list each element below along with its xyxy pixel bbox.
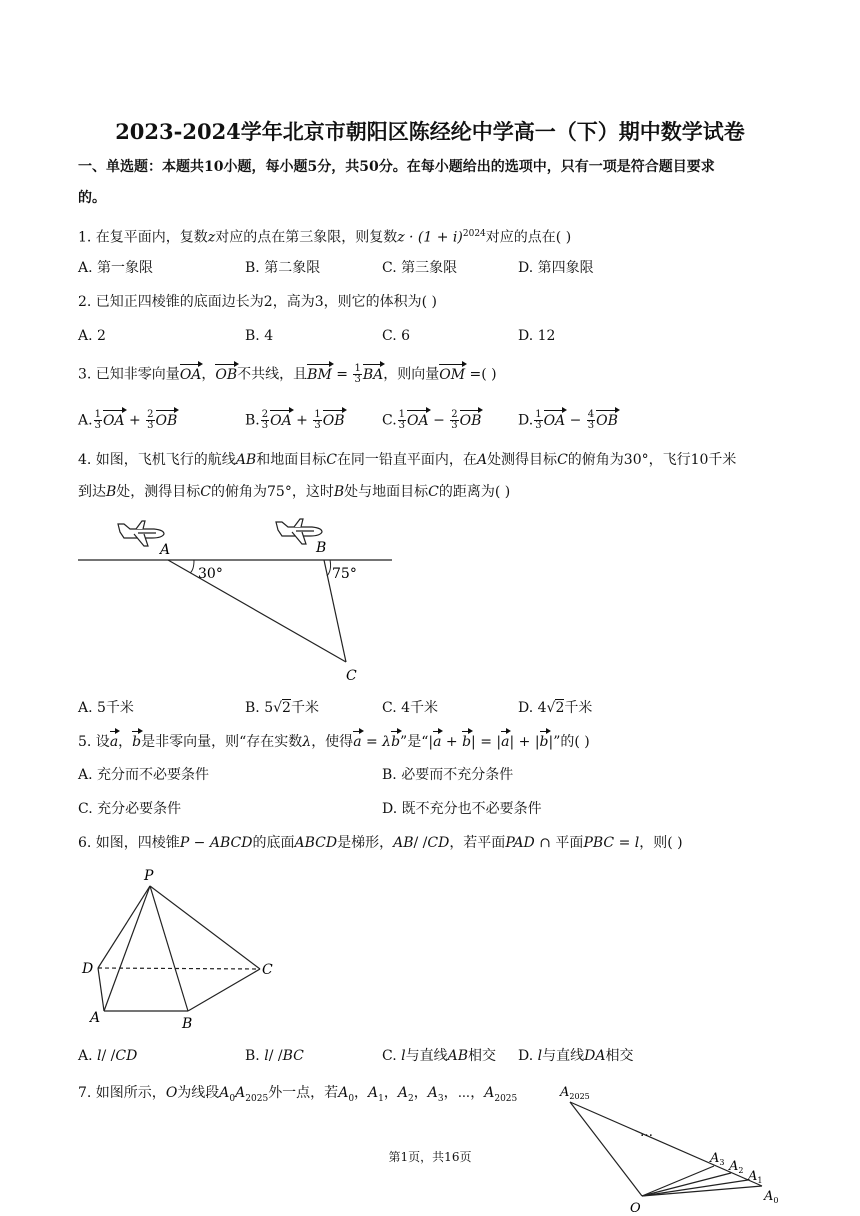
q1-var-z: z <box>207 229 216 246</box>
q3-text-4: =( ) <box>465 366 497 383</box>
q2-option-a[interactable]: A. 2 <box>78 328 106 344</box>
label-p: P <box>144 868 154 884</box>
edge-pc <box>150 886 260 969</box>
q3-option-b[interactable]: B. $\frac{2}{3}$ OA + $\frac{1}{3}$ OB <box>245 409 345 431</box>
q6-option-a[interactable]: A. l/ /CD <box>78 1048 138 1064</box>
angle-arc-a <box>190 560 194 573</box>
q4-option-c[interactable]: C. 4千米 <box>382 700 439 716</box>
q1-option-a[interactable]: A. 第一象限 <box>78 260 154 276</box>
question-3 <box>78 364 497 385</box>
question-4-line-1: 4. 如图，飞机飞行的航线AB和地面目标C在同一铅直平面内，在A处测得目标C的俯角为30°，飞行10千米 <box>78 452 737 468</box>
question-2: 2. 已知正四棱锥的底面边长为2，高为3，则它的体积为( ) <box>78 294 437 310</box>
edge-bc <box>188 969 260 1011</box>
section-desc-2: 的。 <box>78 190 106 206</box>
q1-option-b[interactable]: B. 第二象限 <box>245 260 321 276</box>
q2-option-b[interactable]: B. 4 <box>245 328 274 344</box>
page-title: 2023-2024学年北京市朝阳区陈经纶中学高一（下）期中数学试卷 <box>115 119 745 144</box>
q4-option-a[interactable]: A. 5千米 <box>78 700 134 716</box>
question-4-line-2: 到达B处，测得目标C的俯角为75°，这时B处与地面目标C的距离为( ) <box>78 484 511 500</box>
q4-figure <box>76 512 396 688</box>
q1-exp: 2024 <box>462 229 486 239</box>
q3-text-1: 3. 已知非零向量 <box>78 366 180 383</box>
vec-ob: OB <box>215 366 238 383</box>
vec-bm: BM <box>307 366 332 383</box>
sqrt-symbol: √ <box>273 700 283 716</box>
q1-text-c: 对应的点在( ) <box>485 229 572 246</box>
q6-option-b[interactable]: B. l/ /BC <box>245 1048 304 1064</box>
label-d: D <box>82 961 94 977</box>
frac-one-third: $\frac{1}{3}$ <box>354 363 361 385</box>
question-5: 5. 设a，b是非零向量，则“存在实数λ，使得a = λb”是“|a + b| = |a| + |b|”的( ) <box>78 734 590 750</box>
q1-expr: z · (1 + i) <box>397 229 463 246</box>
vec-oa: OA <box>179 366 202 383</box>
label-a: A <box>160 542 171 558</box>
label-o: O <box>630 1201 641 1216</box>
q1-text-a: 1. 在复平面内，复数 <box>78 229 208 246</box>
sqrt-symbol: √ <box>546 700 556 716</box>
q3-text-2: 不共线，且 <box>237 366 308 383</box>
q6-option-d[interactable]: D. l与直线DA相交 <box>518 1048 634 1064</box>
label-a2: $A_2$ <box>729 1159 744 1175</box>
question-1 <box>78 224 571 248</box>
q4-option-d[interactable]: D. 4√2千米 <box>518 700 593 716</box>
q1-text-b: 对应的点在第三象限，则复数 <box>215 229 398 246</box>
q1-option-d[interactable]: D. 第四象限 <box>518 260 594 276</box>
q1-option-c[interactable]: C. 第三象限 <box>382 260 458 276</box>
label-b: B <box>316 540 327 556</box>
edge-dc-hidden <box>98 968 260 969</box>
q4-option-b[interactable]: B. 5√2千米 <box>245 700 319 716</box>
edge-da <box>98 968 104 1011</box>
section-heading <box>78 157 715 177</box>
page-footer: 第1页，共16页 <box>388 1150 472 1164</box>
sightline-ac <box>168 560 346 662</box>
question-7: 7. 如图所示，O为线段$A_0A_{2025}$外一点，若$A_0$，$A_1$，$A_2$，$A_3$，⋯，$A_{2025}$ <box>78 1085 518 1104</box>
airplane-icon <box>118 521 164 546</box>
section-label: 一、单选题： <box>78 159 162 175</box>
label-a3: $A_3$ <box>710 1151 725 1167</box>
q3-eq: = <box>331 366 353 383</box>
label-dots: … <box>640 1125 653 1140</box>
label-a: A <box>90 1010 101 1026</box>
edge-pb <box>150 886 188 1011</box>
q3-text-3: ，则向量 <box>383 366 440 383</box>
q3-option-c[interactable]: C. $\frac{1}{3}$ OA − $\frac{2}{3}$ OB <box>382 409 482 431</box>
q5-option-c[interactable]: C. 充分必要条件 <box>78 801 182 817</box>
vec-ba: BA <box>362 366 384 383</box>
question-6: 6. 如图，四棱锥P − ABCD的底面ABCD是梯形，AB/ /CD，若平面PAD ∩ 平面PBC = l，则( ) <box>78 835 683 851</box>
q5-option-d[interactable]: D. 既不充分也不必要条件 <box>382 801 542 817</box>
angle-label-75: 75° <box>332 566 357 582</box>
q6-option-c[interactable]: C. l与直线AB相交 <box>382 1048 497 1064</box>
q3-comma: ， <box>201 366 216 383</box>
label-a0: $A_0$ <box>764 1189 779 1205</box>
q3-option-a[interactable]: A. $\frac{1}{3}$ OA + $\frac{2}{3}$ OB <box>78 409 178 431</box>
section-desc-1: 本题共10小题，每小题5分，共50分。在每小题给出的选项中，只有一项是符合题目要求 <box>162 159 715 175</box>
label-b: B <box>182 1016 193 1032</box>
q3-option-d[interactable]: D. $\frac{1}{3}$ OA − $\frac{4}{3}$ OB <box>518 409 618 431</box>
label-a2025: $A_{2025}$ <box>560 1085 590 1101</box>
label-c: C <box>262 962 273 978</box>
label-a1: $A_1$ <box>748 1169 763 1185</box>
q2-option-d[interactable]: D. 12 <box>518 328 556 344</box>
q2-option-c[interactable]: C. 6 <box>382 328 411 344</box>
vec-om: OM <box>439 366 466 383</box>
q5-option-b[interactable]: B. 必要而不充分条件 <box>382 767 514 783</box>
label-c: C <box>346 668 357 684</box>
angle-label-30: 30° <box>198 566 223 582</box>
q5-option-a[interactable]: A. 充分而不必要条件 <box>78 767 210 783</box>
q6-figure <box>76 864 286 1036</box>
